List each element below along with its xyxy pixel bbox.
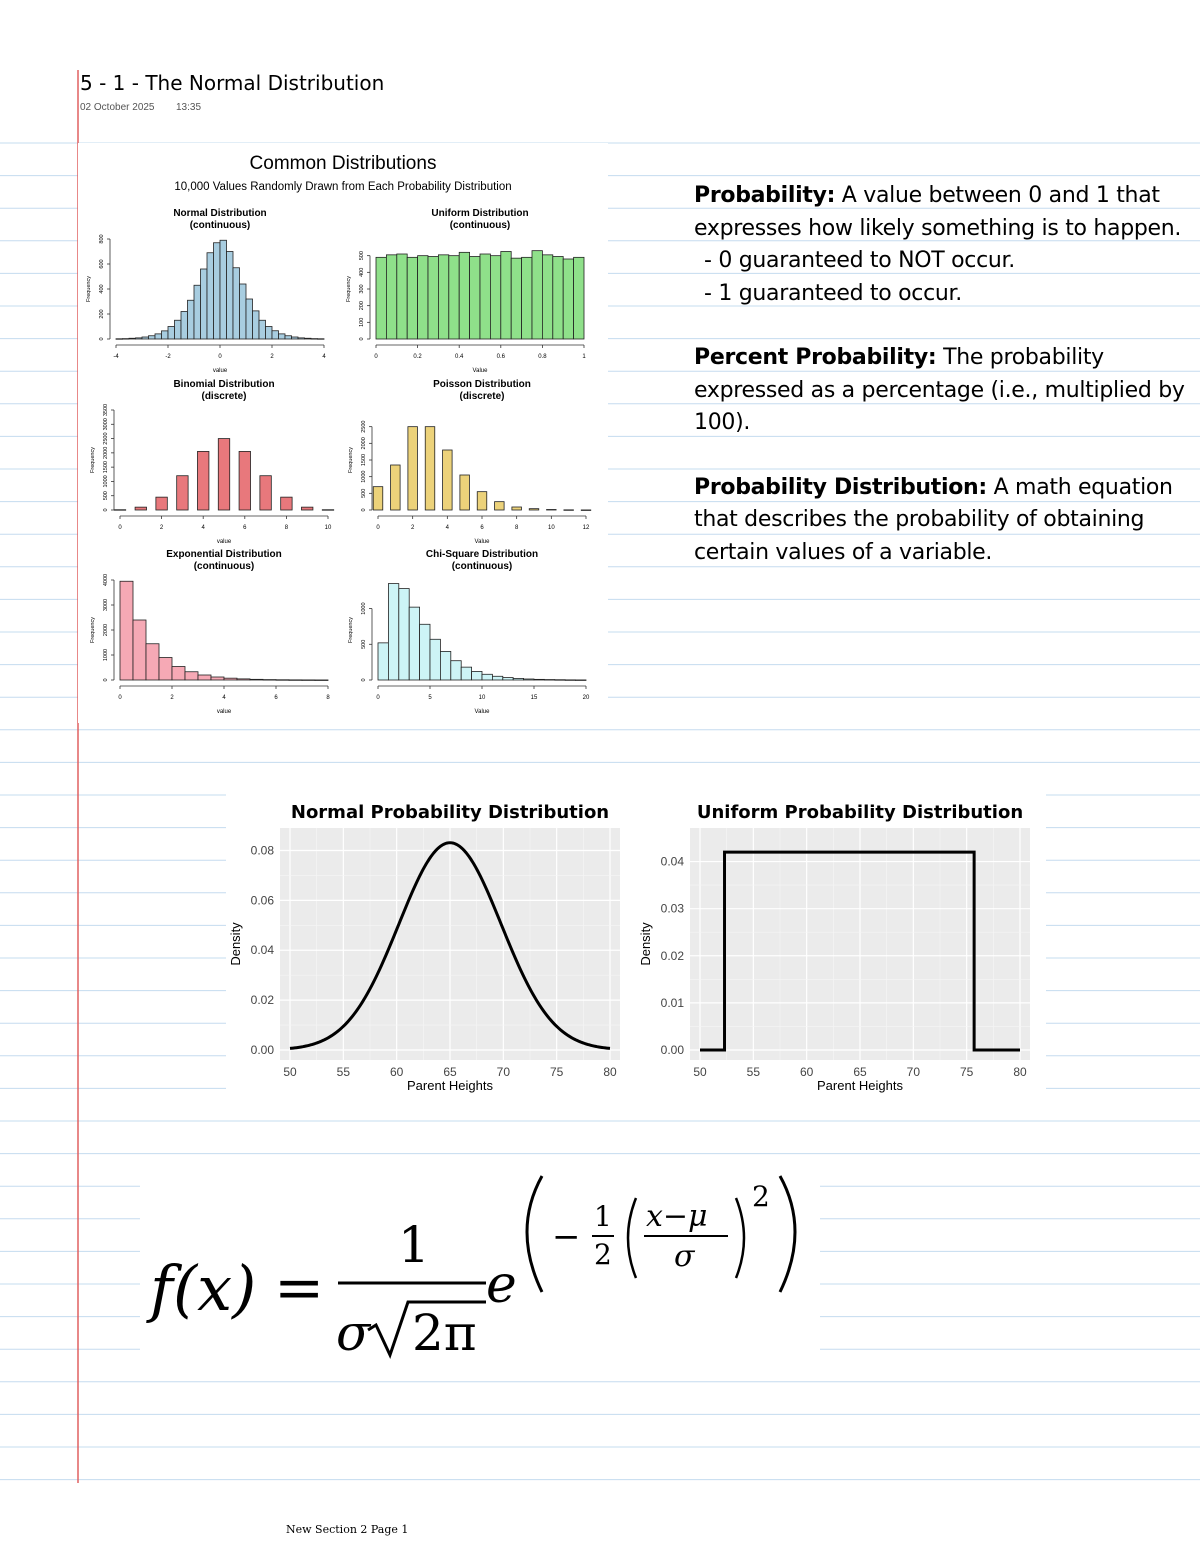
histogram-bar xyxy=(397,254,407,339)
histogram-bar xyxy=(553,257,563,340)
normal-pdf-figure xyxy=(226,792,636,1100)
chart-subtitle: 10,000 Values Randomly Drawn from Each Probability Distribution xyxy=(174,181,512,193)
note-term: Probability: xyxy=(694,183,836,208)
x-tick-label: 0.4 xyxy=(455,354,464,360)
histogram-bar xyxy=(181,312,188,340)
y-tick-label: 3000 xyxy=(103,598,109,612)
y-axis-label: Density xyxy=(228,922,243,966)
histogram-bar xyxy=(459,252,469,339)
page-date: 02 October 2025 xyxy=(80,102,155,113)
x-axis-label: value xyxy=(216,539,232,545)
x-axis-label: Value xyxy=(472,368,488,374)
note-definition: The probability expressed as a percentage (i.e., multiplied by 100). xyxy=(694,345,1185,435)
note-paragraph xyxy=(694,472,1194,570)
histogram-bar xyxy=(175,320,182,339)
histogram-bar xyxy=(211,677,224,680)
histogram-bar xyxy=(260,476,271,510)
histogram-bar xyxy=(480,254,490,339)
histogram-bar xyxy=(430,639,440,680)
histogram-bar xyxy=(565,680,575,681)
note-definition: A math equation that describes the probability of obtaining certain values of a variable. xyxy=(694,474,1173,565)
x-axis-label: value xyxy=(212,368,228,374)
x-tick-label: 60 xyxy=(389,1065,404,1079)
x-axis-label: Parent Heights xyxy=(817,1078,903,1093)
formula-lhs: f(x) xyxy=(150,1252,257,1325)
histogram-bar xyxy=(279,334,286,339)
x-tick-label: 10 xyxy=(547,525,555,531)
x-tick-label: 2 xyxy=(270,354,274,360)
formula-power: 2 xyxy=(752,1180,770,1213)
note-block xyxy=(694,180,1194,310)
histogram-bar xyxy=(114,510,125,511)
histogram-bar xyxy=(492,676,502,680)
histogram-bar xyxy=(177,476,188,510)
panel-subtitle: (continuous) xyxy=(451,561,513,572)
formula-sigma: σ xyxy=(336,1304,371,1362)
histogram-bar xyxy=(490,256,500,339)
histogram-bar xyxy=(120,581,133,680)
panel-exponential-distribution xyxy=(90,549,330,715)
normal-pdf-formula xyxy=(140,1170,820,1380)
y-tick-label: 0.04 xyxy=(660,854,684,869)
y-tick-label: 0.03 xyxy=(660,901,684,916)
histogram-bar xyxy=(532,251,542,339)
histogram-bar xyxy=(386,255,396,339)
histogram-bar xyxy=(253,311,260,339)
histogram-bar xyxy=(156,497,167,510)
histogram-bar xyxy=(576,680,586,681)
y-tick-label: 500 xyxy=(361,488,367,498)
histogram-bar xyxy=(198,675,211,680)
normal-pdf-chart xyxy=(226,792,636,1100)
x-tick-label: 55 xyxy=(746,1065,761,1079)
panel-poisson-distribution xyxy=(348,379,591,545)
x-tick-label: 4 xyxy=(222,695,226,701)
x-tick-label: 65 xyxy=(853,1065,867,1079)
y-tick-label: 4000 xyxy=(103,573,109,587)
common-distributions-figure xyxy=(78,143,608,723)
y-tick-label: 0.06 xyxy=(250,893,274,908)
x-tick-label: 65 xyxy=(443,1065,457,1079)
formula-outer-paren-right xyxy=(780,1176,795,1292)
histogram-bar xyxy=(266,327,273,340)
histogram-bar xyxy=(168,327,175,340)
histogram-bar xyxy=(263,680,276,681)
y-tick-label: 2000 xyxy=(103,446,109,459)
x-axis-label: Parent Heights xyxy=(407,1078,493,1093)
y-tick-label: 500 xyxy=(103,491,109,501)
x-tick-label: 4 xyxy=(201,525,205,531)
page-time: 13:35 xyxy=(176,102,202,113)
panel-title: Chi-Square Distribution xyxy=(425,549,539,560)
histogram-bar xyxy=(318,339,325,340)
x-tick-label: 15 xyxy=(530,695,538,701)
x-tick-label: 70 xyxy=(906,1065,921,1079)
y-tick-label: 0 xyxy=(361,678,367,682)
histogram-bar xyxy=(574,257,584,339)
histogram-bar xyxy=(250,679,263,680)
y-tick-label: 600 xyxy=(99,259,105,269)
histogram-bar xyxy=(378,643,388,680)
histogram-bar xyxy=(511,258,521,339)
histogram-bar xyxy=(315,680,328,681)
formula-inner-paren-left xyxy=(628,1198,636,1278)
x-tick-label: 0 xyxy=(118,695,122,701)
page-title: 5 - 1 - The Normal Distribution xyxy=(80,71,385,95)
histogram-bar xyxy=(534,679,544,680)
y-tick-label: 0.08 xyxy=(250,843,274,858)
x-tick-label: 55 xyxy=(336,1065,351,1079)
y-axis-label: Frequency xyxy=(346,276,352,302)
formula-half-den: 2 xyxy=(594,1238,612,1271)
y-tick-label: 0 xyxy=(103,508,109,512)
histogram-bar xyxy=(224,678,237,680)
histogram-bar xyxy=(197,451,208,510)
histogram-bar xyxy=(298,338,305,339)
histogram-bar xyxy=(246,299,253,339)
x-tick-label: 2 xyxy=(159,525,164,531)
histogram-bar xyxy=(218,439,229,510)
x-tick-label: 20 xyxy=(582,695,590,701)
histogram-bar xyxy=(443,450,453,510)
note-paragraph xyxy=(694,180,1194,245)
x-tick-label: -2 xyxy=(165,354,171,360)
y-tick-label: 500 xyxy=(361,639,367,649)
histogram-bar xyxy=(451,661,461,680)
histogram-bar xyxy=(201,269,208,339)
uniform-pdf-figure xyxy=(636,792,1046,1100)
y-tick-label: 100 xyxy=(359,317,365,327)
histogram-bar xyxy=(136,338,143,339)
y-axis-label: Frequency xyxy=(90,617,96,643)
notes-text xyxy=(694,180,1194,601)
note-block xyxy=(694,472,1194,570)
y-tick-label: 400 xyxy=(99,284,105,294)
x-tick-label: 8 xyxy=(514,525,519,531)
y-tick-label: 0 xyxy=(99,337,105,341)
panel-subtitle: (discrete) xyxy=(459,391,505,402)
histogram-bar xyxy=(129,338,136,339)
histogram-bar xyxy=(272,331,279,339)
formula-frac-num: x−μ xyxy=(646,1199,708,1234)
formula-frac-den: σ xyxy=(674,1239,695,1274)
histogram-bar xyxy=(438,255,448,339)
histogram-bar xyxy=(276,680,289,681)
y-axis-label: Frequency xyxy=(90,447,96,473)
histogram-bar xyxy=(420,624,430,680)
histogram-bar xyxy=(524,679,534,680)
formula-half-num: 1 xyxy=(594,1200,612,1233)
x-axis-label: value xyxy=(216,709,232,715)
histogram-bar xyxy=(501,252,511,340)
histogram-bar xyxy=(162,331,169,339)
panel-subtitle: (discrete) xyxy=(201,391,247,402)
histogram-bar xyxy=(581,510,591,511)
x-tick-label: -4 xyxy=(113,354,119,360)
x-tick-label: 0 xyxy=(376,695,380,701)
histogram-bar xyxy=(155,334,162,339)
y-tick-label: 0.00 xyxy=(250,1043,274,1057)
y-tick-label: 200 xyxy=(99,309,105,319)
y-tick-label: 2000 xyxy=(361,437,367,450)
histogram-bar xyxy=(407,257,417,339)
y-tick-label: 200 xyxy=(359,301,365,311)
x-tick-label: 50 xyxy=(283,1065,297,1079)
histogram-bar xyxy=(233,268,240,339)
x-tick-label: 6 xyxy=(480,525,484,531)
x-tick-label: 2 xyxy=(410,525,415,531)
histogram-bar xyxy=(373,487,383,510)
histogram-bar xyxy=(529,509,539,510)
y-axis-label: Density xyxy=(638,922,653,966)
histogram-bar xyxy=(425,427,435,510)
y-tick-label: 2000 xyxy=(103,623,109,637)
panel-title: Binomial Distribution xyxy=(173,379,275,390)
chart-title: Uniform Probability Distribution xyxy=(696,802,1024,823)
y-axis-label: Frequency xyxy=(348,617,354,643)
x-tick-label: 60 xyxy=(799,1065,814,1079)
x-tick-label: 1 xyxy=(582,354,586,360)
histogram-bar xyxy=(503,678,513,680)
histogram-bar xyxy=(547,510,557,511)
histogram-bar xyxy=(460,475,470,510)
histogram-bar xyxy=(461,667,471,680)
y-tick-label: 300 xyxy=(359,284,365,294)
histogram-bar xyxy=(281,497,292,510)
panel-uniform-distribution xyxy=(346,208,586,374)
y-tick-label: 400 xyxy=(359,267,365,277)
x-tick-label: 8 xyxy=(326,695,330,701)
histogram-bar xyxy=(322,510,333,511)
x-axis-label: Value xyxy=(474,539,490,545)
x-tick-label: 50 xyxy=(693,1065,707,1079)
histogram-bar xyxy=(292,337,299,339)
x-tick-label: 75 xyxy=(549,1065,564,1079)
x-tick-label: 6 xyxy=(274,695,278,701)
histogram-bar xyxy=(116,339,123,340)
histogram-bar xyxy=(418,256,428,339)
note-block xyxy=(694,342,1194,440)
histogram-bar xyxy=(259,320,266,339)
x-tick-label: 70 xyxy=(496,1065,511,1079)
formula-inner-paren-right xyxy=(736,1198,744,1278)
histogram-bar xyxy=(408,427,418,510)
y-tick-label: 3000 xyxy=(103,418,109,431)
histogram-bar xyxy=(188,300,195,339)
panel-title: Exponential Distribution xyxy=(166,549,282,560)
y-tick-label: 0.01 xyxy=(660,995,684,1010)
histogram-bar xyxy=(512,507,522,510)
histogram-bar xyxy=(285,336,292,339)
formula-e: e xyxy=(486,1255,517,1315)
histogram-bar xyxy=(149,336,156,339)
panel-title: Poisson Distribution xyxy=(433,379,531,390)
y-tick-label: 3500 xyxy=(103,403,109,417)
histogram-bar xyxy=(142,337,149,339)
y-tick-label: 0.02 xyxy=(250,993,274,1008)
y-axis-label: Frequency xyxy=(86,276,92,302)
x-tick-label: 4 xyxy=(322,354,326,360)
y-tick-label: 2500 xyxy=(361,420,367,433)
y-tick-label: 1500 xyxy=(361,453,367,467)
histogram-bar xyxy=(207,253,214,339)
y-tick-label: 1000 xyxy=(103,648,109,662)
histogram-bar xyxy=(388,584,398,680)
histogram-bar xyxy=(440,651,450,680)
note-term: Percent Probability: xyxy=(694,345,937,370)
y-tick-label: 0 xyxy=(103,678,109,682)
panel-subtitle: (continuous) xyxy=(193,561,255,572)
y-tick-label: 0.00 xyxy=(660,1043,684,1057)
chart-title: Common Distributions xyxy=(249,153,437,174)
histogram-bar xyxy=(544,680,554,681)
histogram-bar xyxy=(302,680,315,681)
formula-minus: − xyxy=(552,1217,581,1257)
x-tick-label: 12 xyxy=(582,525,590,531)
histogram-bar xyxy=(240,284,247,339)
x-tick-label: 0.2 xyxy=(413,354,422,360)
histogram-bar xyxy=(428,257,438,340)
formula-radicand: 2π xyxy=(412,1304,477,1362)
x-tick-label: 0.6 xyxy=(496,354,505,360)
y-tick-label: 1000 xyxy=(103,475,109,488)
x-tick-label: 0 xyxy=(374,354,378,360)
histogram-bar xyxy=(482,674,492,680)
x-tick-label: 0 xyxy=(118,525,122,531)
histogram-bar xyxy=(159,658,172,681)
histogram-bar xyxy=(399,589,409,680)
x-tick-label: 6 xyxy=(243,525,247,531)
histogram-bar xyxy=(376,257,386,339)
x-tick-label: 10 xyxy=(478,695,486,701)
histogram-bar xyxy=(237,679,250,680)
x-tick-label: 80 xyxy=(1013,1065,1027,1079)
panel-binomial-distribution xyxy=(90,379,334,545)
histogram-bar xyxy=(449,256,459,339)
histogram-bar xyxy=(513,678,523,680)
histogram-bar xyxy=(563,259,573,339)
histogram-bar xyxy=(185,672,198,680)
x-tick-label: 10 xyxy=(324,525,332,531)
x-tick-label: 0 xyxy=(218,354,222,360)
panel-subtitle: (continuous) xyxy=(189,220,251,231)
histogram-bar xyxy=(194,285,201,339)
histogram-bar xyxy=(542,255,552,339)
histogram-bar xyxy=(470,257,480,340)
histogram-bar xyxy=(495,502,505,510)
panel-title: Normal Distribution xyxy=(173,208,267,219)
y-tick-label: 0.04 xyxy=(250,943,274,958)
formula-svg xyxy=(140,1170,820,1380)
y-tick-label: 0 xyxy=(359,337,365,341)
histogram-bar xyxy=(227,252,234,340)
y-tick-label: 2500 xyxy=(103,432,109,445)
y-tick-label: 800 xyxy=(99,234,105,244)
x-tick-label: 0.8 xyxy=(538,354,547,360)
x-tick-label: 2 xyxy=(170,695,174,701)
histogram-bar xyxy=(172,667,185,681)
common-distributions-chart xyxy=(78,143,608,723)
histogram-bar xyxy=(311,339,318,340)
y-axis-label: Frequency xyxy=(348,447,354,473)
histogram-bar xyxy=(477,492,487,510)
histogram-bar xyxy=(133,620,146,680)
y-tick-label: 0.02 xyxy=(660,948,684,963)
panel-subtitle: (continuous) xyxy=(449,220,511,231)
y-tick-label: 500 xyxy=(359,251,365,261)
histogram-bar xyxy=(555,680,565,681)
page-footer: New Section 2 Page 1 xyxy=(286,1523,409,1536)
formula-outer-paren-left xyxy=(527,1176,542,1292)
histogram-bar xyxy=(522,257,532,339)
panel-normal-distribution xyxy=(86,208,326,374)
y-tick-label: 0 xyxy=(361,508,367,512)
histogram-bar xyxy=(301,507,312,510)
formula-equals: = xyxy=(274,1253,325,1323)
histogram-bar xyxy=(289,680,302,681)
x-tick-label: 8 xyxy=(284,525,289,531)
x-tick-label: 4 xyxy=(445,525,450,531)
histogram-bar xyxy=(564,510,574,511)
panel-title: Uniform Distribution xyxy=(431,208,529,219)
note-paragraph xyxy=(694,342,1194,440)
panel-chi-square-distribution xyxy=(348,549,590,715)
histogram-bar xyxy=(239,451,250,510)
histogram-bar xyxy=(123,339,130,340)
histogram-bar xyxy=(305,338,312,339)
x-tick-label: 5 xyxy=(428,695,432,701)
histogram-bar xyxy=(135,507,146,510)
y-tick-label: 1000 xyxy=(361,602,367,615)
note-bullet: - 0 guaranteed to NOT occur. xyxy=(704,248,1015,273)
note-bullet: - 1 guaranteed to occur. xyxy=(704,280,962,306)
uniform-pdf-chart xyxy=(636,792,1046,1100)
y-tick-label: 1000 xyxy=(361,470,367,483)
x-axis-label: Value xyxy=(474,709,490,715)
histogram-bar xyxy=(472,671,482,680)
histogram-bar xyxy=(409,607,419,680)
chart-title: Normal Probability Distribution xyxy=(290,802,610,823)
note-term: Probability Distribution: xyxy=(694,474,987,500)
note-definition: A value between 0 and 1 that expresses how likely something is to happen. xyxy=(694,183,1182,241)
histogram-bar xyxy=(146,644,159,680)
histogram-bar xyxy=(214,243,221,339)
histogram-bar xyxy=(391,465,401,510)
formula-numerator: 1 xyxy=(398,1216,430,1274)
x-tick-label: 80 xyxy=(603,1065,617,1079)
histogram-bar xyxy=(220,240,227,339)
y-tick-label: 1500 xyxy=(103,461,109,474)
x-tick-label: 0 xyxy=(376,525,380,531)
x-tick-label: 75 xyxy=(959,1065,974,1079)
